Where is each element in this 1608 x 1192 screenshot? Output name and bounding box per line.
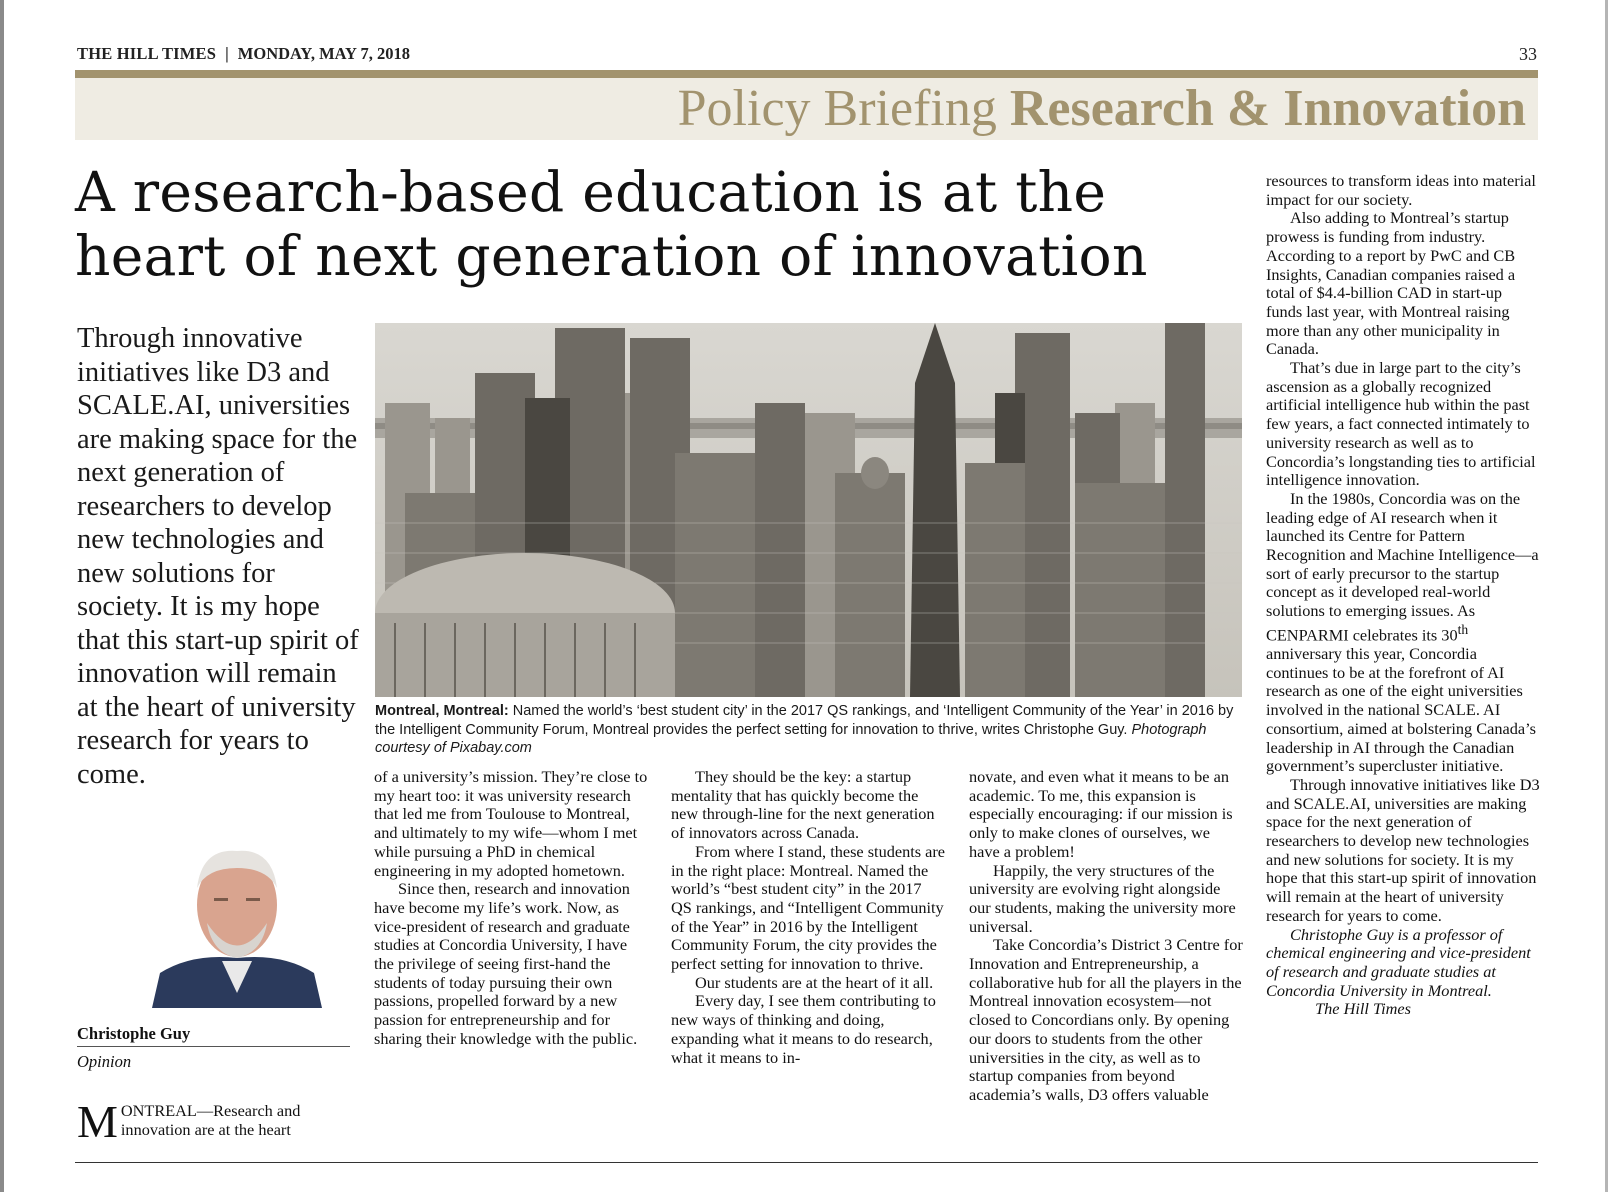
masthead-separator: | xyxy=(225,44,229,63)
article-headline: A research-based education is at the heart of next generation of innovation xyxy=(75,160,1148,288)
body-column-4 xyxy=(969,768,1244,1105)
body-paragraph: of a university’s mission. They’re close to my heart too: it was university research that led me from Toulouse to Montreal, and ultimately to my wife—whom I met while pursuing a PhD in chemical engineering in my adopted hometown. xyxy=(374,767,648,880)
section-title-light: Policy Briefing xyxy=(677,80,997,137)
publication-name: THE HILL TIMES xyxy=(77,44,217,63)
body-column-1 xyxy=(77,1096,342,1147)
drop-cap: M xyxy=(77,1096,118,1147)
montreal-skyline-photo xyxy=(375,323,1242,697)
ordinal-suffix: th xyxy=(1457,621,1469,637)
section-title xyxy=(678,80,1526,138)
photo-credit: Photograph courtesy of Pixabay.com xyxy=(375,721,1207,756)
body-paragraph: ONTREAL—Research and innovation are at the heart xyxy=(120,1101,301,1139)
photo-caption xyxy=(375,702,1255,758)
caption-text: Named the world’s ‘best student city’ in the 2017 QS rankings, and ‘Intelligent Community of the Year’ in 2016 by the Intelligent Community Forum, Montreal provides the perfect setting for innovation to thrive, writes Christophe Guy. xyxy=(375,703,1234,738)
page-frame-left xyxy=(0,0,4,1192)
body-paragraph: resources to transform ideas into material impact for our society. xyxy=(1266,171,1536,209)
article-deck: Through innovative initiatives like D3 and SCALE.AI, universities are making space for the next generation of researchers to develop new technologies and new solutions for society. It is my hope that this start-up spirit of innovation will remain at the heart of university research for years to come. xyxy=(77,323,359,790)
article-credit: The Hill Times xyxy=(1315,999,1411,1019)
body-paragraph: They should be the key: a startup mentality that has quickly become the new through-line for the next generation of innovators across Canada. xyxy=(671,767,935,843)
section-banner xyxy=(75,78,1538,140)
body-text: anniversary this year, Concordia continues to be at the forefront of AI research as one of the eight universities involved in the national SCALE. AI consortium, aimed at bolstering Canada’s leadership in AI through the Canadian government’s supercluster initiative. xyxy=(1266,644,1536,776)
body-paragraph: Our students are at the heart of it all. xyxy=(695,972,934,992)
author-bio: Christophe Guy is a professor of chemical engineering and vice-president of research and graduate studies at Concordia University in Montreal. xyxy=(1266,924,1531,1000)
body-paragraph xyxy=(1266,490,1541,776)
page-number: 33 xyxy=(1519,44,1537,64)
body-paragraph: From where I stand, these students are in the right place: Montreal. Named the world’s “best student city” in the 2017 QS rankings, and “Intelligent Community of the Year” in 2016 by the Intelligent Community Forum, the city provides the perfect setting for innovation to thrive. xyxy=(671,841,946,974)
author-section-label: Opinion xyxy=(77,1052,132,1071)
body-text: In the 1980s, Concordia was on the leading edge of AI research when it launched its Centre for Pattern Recognition and Machine Intelligence—a sort of early precursor to the startup concept as it developed real-world solutions to emerging issues. As CENPARMI celebrates its 30 xyxy=(1266,488,1539,645)
author-portrait xyxy=(152,843,322,1008)
body-paragraph: novate, and even what it means to be an academic. To me, this expansion is especially encouraging: if our mission is only to make clones of ourselves, we have a problem! xyxy=(969,767,1233,861)
caption-lead: Montreal, Montreal: xyxy=(375,703,509,719)
issue-date: MONDAY, MAY 7, 2018 xyxy=(237,44,410,63)
body-column-3 xyxy=(671,768,946,1067)
author-name: Christophe Guy xyxy=(77,1024,191,1043)
body-paragraph: Happily, the very structures of the university are evolving right alongside our students, making the university more universal. xyxy=(969,860,1236,936)
author-divider xyxy=(77,1046,350,1047)
body-paragraph: Since then, research and innovation have become my life’s work. Now, as vice-president of research and graduate studies at Concordia University, I have the privilege of seeing first-hand the students of today pursuing their own passions, propelled forward by a new passion for entrepreneurship and for sharing their knowledge with the public. xyxy=(374,879,638,1048)
body-paragraph: Take Concordia’s District 3 Centre for Innovation and Entrepreneurship, a collaborative hub for all the players in the Montreal innovation ecosystem—not closed to Concordians only. By opening our doors to students from the other universities in the city, as well as to startup companies from beyond academia’s walls, D3 offers valuable xyxy=(969,935,1243,1104)
banner-rule xyxy=(75,70,1538,78)
masthead xyxy=(77,44,1537,68)
body-column-2 xyxy=(374,768,649,1049)
section-title-bold: Research & Innovation xyxy=(1009,80,1526,137)
body-paragraph: Also adding to Montreal’s startup prowess is funding from industry. According to a report by PwC and CB Insights, Canadian companies raised a total of $4.4-billion CAD in start-up funds last year, with Montreal raising more than any other municipality in Canada. xyxy=(1266,208,1516,359)
body-column-5 xyxy=(1266,172,1541,1019)
body-paragraph: That’s due in large part to the city’s ascension as a globally recognized artificial intelligence hub within the past few years, a fact connected intimately to university research as well as to Concordia’s longstanding ties to artificial intelligence innovation. xyxy=(1266,358,1536,490)
body-paragraph: Every day, I see them contributing to new ways of thinking and doing, expanding what it means to do research, what it means to in- xyxy=(671,991,936,1067)
bottom-rule xyxy=(75,1162,1538,1163)
body-paragraph: Through innovative initiatives like D3 and SCALE.AI, universities are making space for the next generation of researchers to develop new technologies and new solutions for society. It is my hope that this start-up spirit of innovation will remain at the heart of university research for years to come. xyxy=(1266,774,1540,925)
